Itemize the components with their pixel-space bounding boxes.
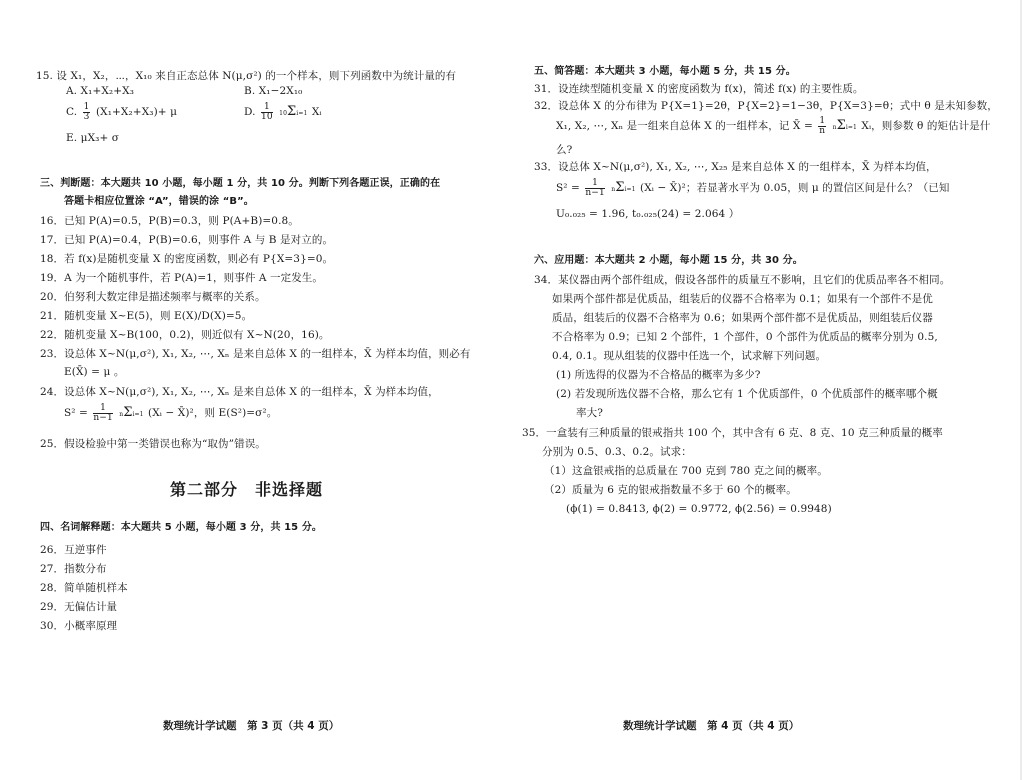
formula-text: X₁, X₂, ⋯, Xₙ 是一组来自总体 X 的一组样本，记 X̄ = bbox=[556, 120, 813, 132]
section-4-heading: 四、名词解释题：本大题共 5 小题，每小题 3 分，共 15 分。 bbox=[40, 522, 323, 533]
sum-lower: i=1 bbox=[845, 124, 857, 131]
fraction bbox=[261, 103, 273, 122]
sum-upper: n bbox=[832, 124, 837, 131]
question-30: 30．小概率原理 bbox=[40, 620, 118, 632]
question-23-cont: E(X̄) = μ 。 bbox=[64, 366, 125, 378]
question-17: 17．已知 P(A)=0.4，P(B)=0.6，则事件 A 与 B 是对立的。 bbox=[40, 234, 334, 246]
sum-lower: i=1 bbox=[624, 186, 636, 193]
fraction bbox=[585, 179, 604, 198]
denominator: n−1 bbox=[585, 187, 605, 198]
question-26: 26．互逆事件 bbox=[40, 544, 107, 556]
question-15-option-a: A. X₁+X₂+X₃ bbox=[66, 85, 135, 97]
s-squared: S² = bbox=[556, 182, 580, 194]
summation-icon: nΣi=1 bbox=[119, 405, 144, 420]
summation-icon: 10Σi=1 bbox=[279, 104, 308, 119]
question-23: 23．设总体 X~N(μ,σ²), X₁, X₂, ⋯, Xₙ 是来自总体 X 的一组样本，X̄ 为样本均值，则必有 bbox=[40, 348, 471, 360]
question-34-line-2: 如果两个部件都是优质品，组装后的仪器不合格率为 0.1；如果有一个部件不是优 bbox=[552, 293, 933, 305]
section-3-heading-cont: 答题卡相应位置涂 “A”，错误的涂 “B”。 bbox=[64, 196, 254, 207]
section-6-heading: 六、应用题：本大题共 2 小题，每小题 15 分，共 30 分。 bbox=[534, 255, 803, 266]
question-34: 34．某仪器由两个部件组成，假设各部件的质量互不影响，且它们的优质品率各不相同。 bbox=[534, 274, 951, 286]
numerator: 1 bbox=[83, 101, 90, 112]
sum-upper: n bbox=[119, 411, 124, 418]
question-33-formula bbox=[556, 175, 949, 201]
question-21: 21．随机变量 X~E(5)，则 E(X)/D(X)=5。 bbox=[40, 310, 253, 322]
question-34-sub-2-cont: 率大? bbox=[576, 407, 603, 419]
sum-upper: 10 bbox=[279, 110, 287, 117]
fraction bbox=[818, 117, 826, 136]
question-16: 16．已知 P(A)=0.5，P(B)=0.3，则 P(A+B)=0.8。 bbox=[40, 215, 299, 227]
formula-text: Xᵢ，则参数 θ 的矩估计是什 bbox=[861, 120, 991, 132]
question-34-line-4: 不合格率为 0.9；已知 2 个部件，1 个部件，0 个部件为优质品的概率分别为 0.5, bbox=[552, 331, 938, 343]
fraction bbox=[83, 103, 91, 122]
question-15-option-e: E. μX₃+ σ bbox=[66, 132, 120, 144]
numerator: 1 bbox=[819, 115, 826, 126]
question-18: 18．若 f(x)是随机变量 X 的密度函数，则必有 P{X=3}=0。 bbox=[40, 253, 334, 265]
question-20: 20．伯努利大数定律是描述频率与概率的关系。 bbox=[40, 291, 266, 303]
sum-upper: n bbox=[611, 186, 616, 193]
question-32: 32．设总体 X 的分布律为 P{X=1}=2θ，P{X=2}=1−3θ，P{X=3}=θ；式中 θ 是未知参数， bbox=[534, 100, 998, 112]
page-footer-4: 数理统计学试题 第 4 页（共 4 页） bbox=[623, 720, 800, 732]
question-34-line-5: 0.4, 0.1。现从组装的仪器中任选一个，试求解下列问题。 bbox=[552, 350, 827, 362]
fraction bbox=[93, 404, 112, 423]
formula-text: (Xᵢ − X̄)²，则 E(S²)=σ²。 bbox=[148, 407, 278, 419]
question-32-cont: 么? bbox=[556, 144, 573, 156]
exam-page-4 bbox=[512, 0, 1024, 780]
question-25: 25．假设检验中第一类错误也称为“取伪”错误。 bbox=[40, 438, 266, 450]
question-28: 28．简单随机样本 bbox=[40, 582, 128, 594]
question-34-sub-1: (1) 所选得的仪器为不合格品的概率为多少? bbox=[556, 369, 761, 381]
question-22: 22．随机变量 X~B(100，0.2)，则近似有 X~N(20，16)。 bbox=[40, 329, 330, 341]
option-label: C. bbox=[66, 106, 78, 118]
question-29: 29．无偏估计量 bbox=[40, 601, 118, 613]
denominator: n bbox=[819, 125, 826, 136]
question-15-option-d bbox=[244, 100, 322, 124]
question-33-given: U₀.₀₂₅ = 1.96, t₀.₀₂₅(24) = 2.064 ） bbox=[556, 208, 740, 220]
question-35: 35．一盒装有三种质量的银戒指共 100 个，其中含有 6 克、8 克、10 克三种质量的概率 bbox=[522, 427, 943, 439]
question-35-sub-2: （2）质量为 6 克的银戒指数量不多于 60 个的概率。 bbox=[544, 484, 797, 496]
section-5-heading: 五、简答题：本大题共 3 小题，每小题 5 分，共 15 分。 bbox=[534, 66, 796, 77]
page-footer-3: 数理统计学试题 第 3 页（共 4 页） bbox=[163, 720, 340, 732]
sum-lower: i=1 bbox=[132, 411, 144, 418]
numerator: 1 bbox=[93, 404, 112, 414]
question-33: 33．设总体 X~N(μ,σ²), X₁, X₂, ⋯, X₂₅ 是来自总体 X 的一组样本，X̄ 为样本均值， bbox=[534, 161, 937, 173]
summation-icon: nΣi=1 bbox=[832, 118, 857, 133]
option-text: Xᵢ bbox=[311, 106, 322, 118]
question-24: 24．设总体 X~N(μ,σ²), X₁, X₂, ⋯, Xₙ 是来自总体 X 的一组样本，X̄ 为样本均值， bbox=[40, 386, 439, 398]
question-32-formula bbox=[556, 113, 990, 139]
option-text: (X₁+X₂+X₃)+ μ bbox=[95, 106, 178, 118]
question-15-stem: 15. 设 X₁，X₂，⋯，X₁₀ 来自正态总体 N(μ,σ²) 的一个样本，则下列函数中为统计量的有 bbox=[36, 70, 457, 82]
sum-lower: i=1 bbox=[296, 110, 308, 117]
question-27: 27．指数分布 bbox=[40, 563, 107, 575]
denominator: n−1 bbox=[93, 412, 113, 423]
question-35-sub-1: （1）这盒银戒指的总质量在 700 克到 780 克之间的概率。 bbox=[544, 465, 828, 477]
formula-text: (Xᵢ − X̄)²；若显著水平为 0.05，则 μ 的置信区间是什么？（已知 bbox=[640, 182, 950, 194]
question-19: 19．A 为一个随机事件，若 P(A)=1，则事件 A 一定发生。 bbox=[40, 272, 323, 284]
question-35-line-2: 分别为 0.5、0.3、0.2。试求： bbox=[542, 446, 692, 458]
question-24-formula bbox=[64, 400, 277, 426]
question-15-option-c bbox=[66, 100, 177, 124]
denominator: 10 bbox=[261, 111, 273, 122]
question-35-given: (ϕ(1) = 0.8413, ϕ(2) = 0.9772, ϕ(2.56) = 0.9948) bbox=[566, 503, 832, 515]
question-15-option-b: B. X₁−2X₁₀ bbox=[244, 85, 303, 97]
numerator: 1 bbox=[261, 103, 273, 113]
part-two-title: 第二部分 非选择题 bbox=[170, 480, 324, 499]
scan-edge bbox=[1020, 0, 1022, 780]
question-31: 31．设连续型随机变量 X 的密度函数为 f(x)，简述 f(x) 的主要性质。 bbox=[534, 83, 864, 95]
question-34-sub-2: (2) 若发现所选仪器不合格，那么它有 1 个优质部件，0 个优质部件的概率哪个概 bbox=[556, 388, 938, 400]
summation-icon: nΣi=1 bbox=[611, 180, 636, 195]
question-34-line-3: 质品，组装后的仪器不合格率为 0.6；如果两个部件都不是优质品，则组装后仪器 bbox=[552, 312, 933, 324]
section-3-heading: 三、判断题：本大题共 10 小题，每小题 1 分，共 10 分。判断下列各题正误，正确的在 bbox=[40, 178, 441, 189]
numerator: 1 bbox=[585, 179, 604, 189]
option-label: D. bbox=[244, 106, 256, 118]
denominator: 3 bbox=[83, 111, 90, 122]
s-squared: S² = bbox=[64, 407, 88, 419]
